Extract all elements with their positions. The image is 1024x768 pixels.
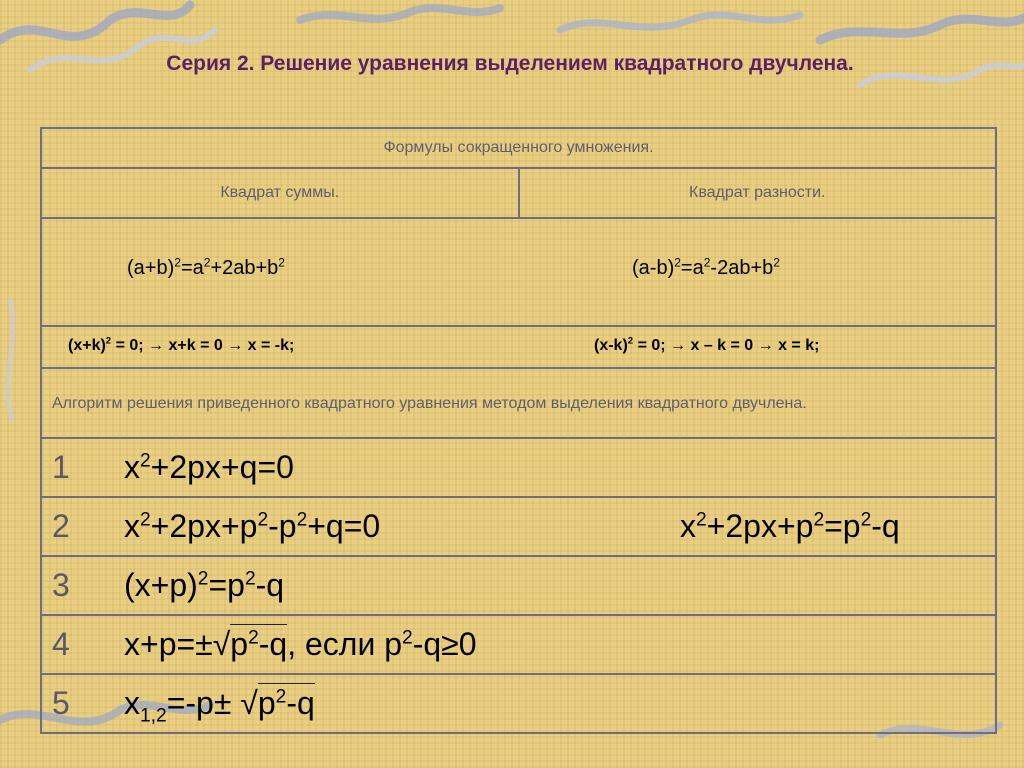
page-title: Серия 2. Решение уравнения выделением квадратного двучлена. bbox=[166, 52, 854, 75]
sum-label: Квадрат суммы. bbox=[41, 168, 519, 218]
step-number: 4 bbox=[52, 626, 70, 662]
step-row-3 bbox=[41, 556, 996, 615]
step-number: 5 bbox=[52, 685, 70, 721]
step-number: 1 bbox=[52, 449, 70, 485]
step-expression: $x+p=\pm√p^2-q$, если $p^2-q\ge 0$ bbox=[124, 626, 477, 662]
step-row-4 bbox=[41, 615, 996, 674]
step-number: 2 bbox=[52, 508, 70, 544]
algorithm-text: Алгоритм решения приведенного квадратного уравнения методом выделения квадратного двучлена. bbox=[41, 368, 996, 438]
step-expression: $(x+p)^2=p^2-q$ bbox=[124, 567, 285, 603]
diff-formula: $(a-b)^2=a^2-2ab+b^2$ bbox=[632, 255, 780, 279]
step-row-1 bbox=[41, 438, 996, 497]
diff-case: $(x-k)^2 = 0$; → x – k = 0 → x = k; bbox=[594, 335, 820, 354]
case-row bbox=[41, 326, 996, 368]
step-row-2 bbox=[41, 497, 996, 556]
step-expression-right: $x^2+2px+p^2=p^2-q$ bbox=[680, 508, 900, 544]
step-number: 3 bbox=[52, 567, 70, 603]
sum-formula: $(a+b)^2=a^2+2ab+b^2$ bbox=[127, 255, 285, 279]
step-row-5 bbox=[41, 674, 996, 733]
step-expression: $x^2+2px+q=0$ bbox=[124, 449, 294, 485]
step-expression: $x^2+2px+p^2-p^2+q=0$ bbox=[124, 508, 381, 544]
sum-case: $(x+k)^2 = 0$; → x+k = 0 → x = -k; bbox=[68, 335, 295, 354]
step-expression: $x_{1,2}=-p\pm √p^2-q$ bbox=[124, 685, 315, 727]
formula-row bbox=[41, 218, 996, 326]
table-header: Формулы сокращенного умножения. bbox=[41, 128, 996, 168]
formulas-table bbox=[40, 127, 997, 734]
diff-label: Квадрат разности. bbox=[519, 168, 997, 218]
